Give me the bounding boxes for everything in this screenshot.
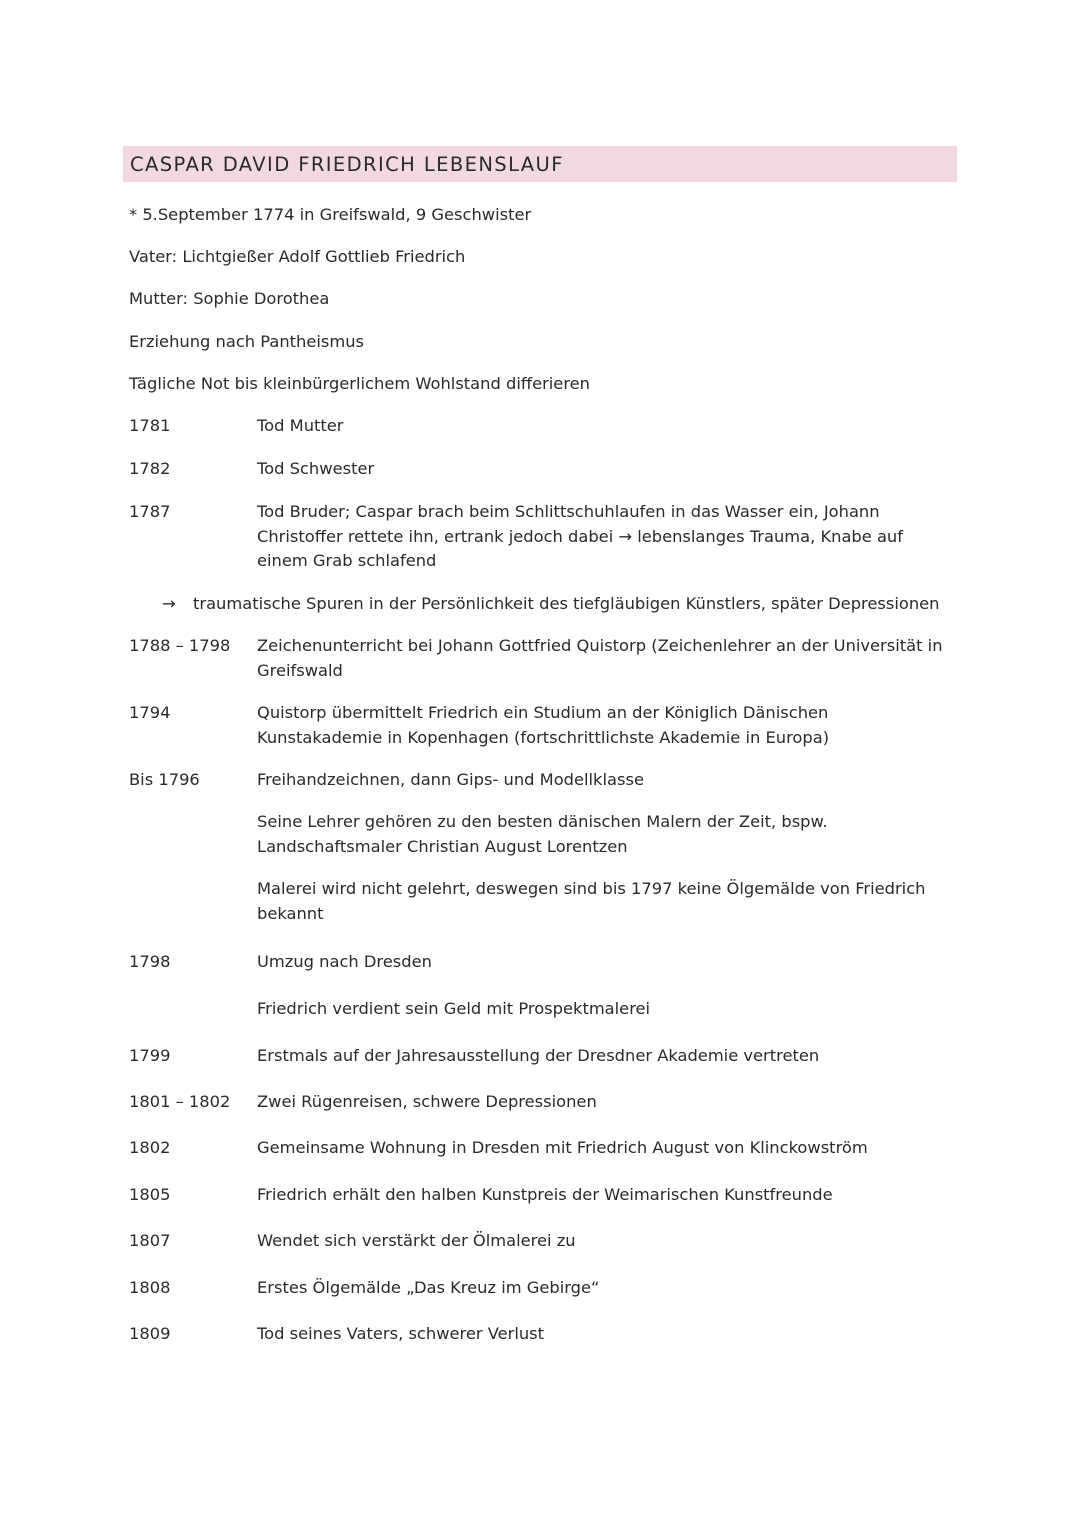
timeline-year: 1781 [129, 416, 171, 435]
upbringing-line: Erziehung nach Pantheismus [129, 332, 365, 351]
title-banner [123, 146, 957, 182]
timeline-year: 1801 – 1802 [129, 1092, 231, 1111]
timeline-year: 1805 [129, 1185, 171, 1204]
timeline-year: 1802 [129, 1138, 171, 1157]
timeline-year: 1808 [129, 1278, 171, 1297]
timeline-year: 1788 – 1798 [129, 636, 231, 655]
timeline-text: Wendet sich verstärkt der Ölmalerei zu [257, 1231, 576, 1250]
timeline-year: 1794 [129, 703, 171, 722]
trauma-note-text: traumatische Spuren in der Persönlichkeit des tiefgläubigen Künstlers, später Depressionen [193, 594, 940, 613]
timeline-year: 1798 [129, 952, 171, 971]
wealth-line: Tägliche Not bis kleinbürgerlichem Wohlstand differieren [129, 374, 590, 393]
timeline-year: 1807 [129, 1231, 171, 1250]
page-title: CASPAR DAVID FRIEDRICH LEBENSLAUF [130, 153, 564, 176]
timeline-text: Friedrich erhält den halben Kunstpreis der Weimarischen Kunstfreunde [257, 1185, 833, 1204]
timeline-year: 1799 [129, 1046, 171, 1065]
timeline-year: Bis 1796 [129, 770, 200, 789]
timeline-year: 1782 [129, 459, 171, 478]
timeline-text: Umzug nach Dresden [257, 952, 432, 971]
timeline-text: Tod seines Vaters, schwerer Verlust [257, 1324, 545, 1343]
timeline-text: Erstmals auf der Jahresausstellung der Dresdner Akademie vertreten [257, 1046, 820, 1065]
timeline-text: Freihandzeichnen, dann Gips- und Modellklasse [257, 770, 644, 789]
father-line: Vater: Lichtgießer Adolf Gottlieb Friedrich [129, 247, 466, 266]
timeline-text: Seine Lehrer gehören zu den besten dänischen Malern der Zeit, bspw. Landschaftsmaler Christian August Lorentzen [257, 812, 828, 856]
timeline-text: Tod Mutter [257, 416, 344, 435]
timeline-text: Friedrich verdient sein Geld mit Prospektmalerei [257, 999, 651, 1018]
timeline-text: Zeichenunterricht bei Johann Gottfried Quistorp (Zeichenlehrer an der Universität in Greifswald [257, 636, 943, 680]
mother-line: Mutter: Sophie Dorothea [129, 289, 330, 308]
timeline-text: Tod Schwester [257, 459, 375, 478]
timeline-text: Erstes Ölgemälde „Das Kreuz im Gebirge“ [257, 1278, 600, 1297]
trauma-note [162, 592, 939, 616]
timeline-text: Gemeinsame Wohnung in Dresden mit Friedrich August von Klinckowström [257, 1138, 868, 1157]
timeline-text: Malerei wird nicht gelehrt, deswegen sind bis 1797 keine Ölgemälde von Friedrich bekannt [257, 879, 926, 923]
timeline-text: Quistorp übermittelt Friedrich ein Studium an der Königlich Dänischen Kunstakademie in Kopenhagen (fortschrittlichste Akademie in Europa) [257, 703, 830, 747]
timeline-year: 1787 [129, 502, 171, 521]
arrow-right-icon: → [162, 594, 176, 613]
timeline-year: 1809 [129, 1324, 171, 1343]
birth-line: * 5.September 1774 in Greifswald, 9 Geschwister [129, 205, 532, 224]
timeline-text: Zwei Rügenreisen, schwere Depressionen [257, 1092, 597, 1111]
timeline-text: Tod Bruder; Caspar brach beim Schlittschuhlaufen in das Wasser ein, Johann Christoffer rettete ihn, ertrank jedoch dabei → lebenslanges Trauma, Knabe auf einem Grab schlafend [257, 502, 903, 570]
